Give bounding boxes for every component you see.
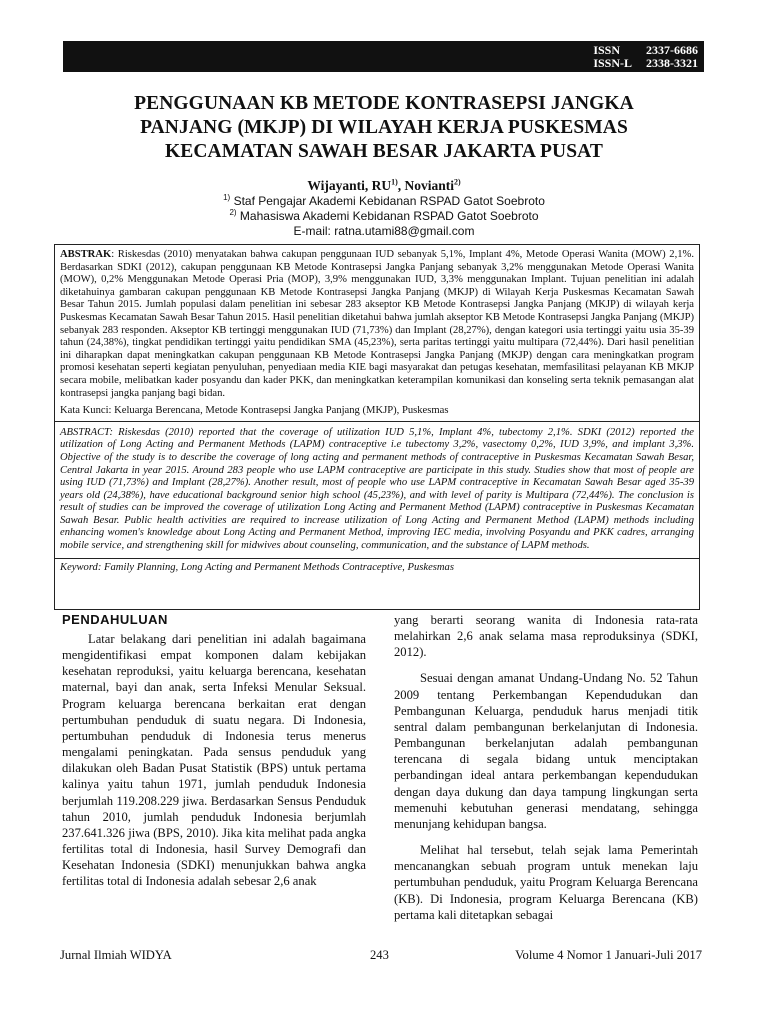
abstract-label: ABSTRAK xyxy=(60,249,112,260)
kata-kunci: Kata Kunci: Keluarga Berencana, Metode Kontrasepsi Jangka Panjang (MKJP), Puskesmas xyxy=(55,405,699,422)
affiliation-1 xyxy=(70,194,698,209)
abstract-box xyxy=(54,244,700,610)
body-column-left xyxy=(62,612,366,890)
abstract-english: ABSTRACT: Riskesdas (2010) reported that the coverage of utilization IUD 5,1%, Implant 4%, tubectomy 2,1%. SDKI (2012) reported the utilization of Long Acting and Permanent Methods (LAPM) contraceptive i.e tubectomy 3,2%, vasectomy 0,2%, IUD 3,9%, and implant 3,3%. Objective of the study is to describe the coverage of long acting and permanent methods of contraceptive in Puskesmas Kecamatan Sawah Besar, Central Jakarta in year 2015. Around 283 people who use LAPM contraceptive are participate in this study. Studies show that most of people are using IUD (71,73%) and Implant (28,27%). Another result, most of people who use LAPM contraceptive in Kecamatan Sawah Besar aged 35-39 years old (24,38%), have educational background senior high school (45,23%), and with level of parity is Multipara (72,44%). The conclusion is result of studies can be improved the coverage of utilization Long Acting and Permanent Method (LAPM) contraceptive in Puskesmas Kecamatan Sawah Besar. Public health activities are required to increase utilization of Long Acting and Permanent Method (LAPM) methods including enhancing women's knowledge about Long Acting and Permanent Method, improving IEC media, involving Posyandu and PKK cadres, arranging mobile service, and strengthening skill for midwives about counseling, communication, and the substance of LAPM methods. xyxy=(60,426,694,552)
aff-1-text: Staf Pengajar Akademi Kebidanan RSPAD Gatot Soebroto xyxy=(233,194,545,208)
issn-header-bar xyxy=(63,41,704,72)
issn-label: ISSN xyxy=(593,43,620,57)
author-separator: , xyxy=(397,178,405,193)
affiliation-2 xyxy=(70,209,698,224)
footer-page-number: 243 xyxy=(370,948,389,962)
author-2: Novianti xyxy=(404,178,455,193)
issnl-label: ISSN-L xyxy=(593,56,632,70)
body-paragraph: Melihat hal tersebut, telah sejak lama Pemerintah mencanangkan sebuah program untuk menekan laju pertumbuhan penduduk, yaitu Program Keluarga Berencana (KB). Di Indonesia, program Keluarga Berencana (KB) pertama kali ditetapkan sebagai xyxy=(394,843,698,922)
aff-2-text: Mahasiswa Akademi Kebidanan RSPAD Gatot Soebroto xyxy=(239,209,539,223)
body-paragraph: yang berarti seorang wanita di Indonesia rata-rata melahirkan 2,6 anak selama masa reproduksinya (SDKI, 2012). xyxy=(394,613,698,660)
issn-value: 2337-6686 xyxy=(646,43,698,57)
issnl-value: 2338-3321 xyxy=(646,56,698,70)
footer-journal: Jurnal Ilmiah WIDYA xyxy=(60,948,172,962)
abstract-indonesian xyxy=(60,249,694,400)
paper-title: PENGGUNAAN KB METODE KONTRASEPSI JANGKA PANJANG (MKJP) DI WILAYAH KERJA PUSKESMAS KECAMATAN SAWAH BESAR JAKARTA PUSAT xyxy=(134,93,634,162)
footer-volume: Volume 4 Nomor 1 Januari-Juli 2017 xyxy=(515,948,702,962)
author-names xyxy=(70,177,698,194)
aff-2-sup: 2) xyxy=(229,208,237,217)
author-2-sup: 2) xyxy=(454,177,461,187)
author-block xyxy=(70,177,698,239)
author-1-sup: 1) xyxy=(391,177,398,187)
section-title: PENDAHULUAN xyxy=(62,612,168,627)
aff-1-sup: 1) xyxy=(223,193,231,202)
author-email: E-mail: ratna.utami88@gmail.com xyxy=(293,224,475,238)
body-column-right xyxy=(394,612,698,923)
keywords: Keyword: Family Planning, Long Acting and Permanent Methods Contraceptive, Puskesmas xyxy=(55,558,699,575)
body-paragraph: Sesuai dengan amanat Undang-Undang No. 52 Tahun 2009 tentang Perkembangan Kependudukan dan Pembangunan Keluarga, penduduk harus menjadi titik sentral dalam pembangunan berkelanjutan di Indonesia. Pembangunan berkelanjutan adalah pembangunan terencana di segala bidang untuk menciptakan perbandingan ideal antara perkembangan kependudukan dengan daya dukung dan daya tampung lingkungan serta memenuhi kebutuhan generasi mendatang, sehingga menunjang kehidupan bangsa. xyxy=(394,671,698,831)
body-paragraph: Latar belakang dari penelitian ini adalah bagaimana mengidentifikasi empat komponen dalam kebijakan kesehatan reproduksi, yaitu keluarga berencana, kesehatan maternal, bayi dan anak, serta Infeksi Menular Seksual. Program keluarga berencana berkaitan erat dengan pertumbuhan penduduk di suatu negara. Di Indonesia, pertumbuhan penduduk di Indonesia terus menerus mengalami peningkatan. Pada sensus penduduk yang dilakukan oleh Badan Pusat Statistik (BPS) untuk pertama kalinya yaitu tahun 1971, jumlah penduduk Indonesia berjumlah 119.208.229 jiwa. Berdasarkan Sensus Penduduk tahun 2010, jumlah penduduk Indonesia berjumlah 237.641.326 jiwa (BPS, 2010). Jika kita melihat pada angka fertilitas total di Indonesia, hasil Survey Demografi dan Kesehatan Indonesia (SDKI) menunjukkan bahwa angka fertilitas total di Indonesia adalah sebesar 2,6 anak xyxy=(62,632,366,889)
author-1: Wijayanti, RU xyxy=(307,178,392,193)
abstract-id-text: : Riskesdas (2010) menyatakan bahwa cakupan penggunaan IUD sebanyak 5,1%, Implant 4%, Metode Operasi Wanita (MOW) 2,1%. Berdasarkan SDKI (2012), cakupan penggunaan KB Metode Kontrasepsi Jangka Panjang sebanyak 3,2% menggunakan Metode Operasi Wanita (MOW), 0,2% Menggunakan Metode Operasi Pria (MOP), 3,9% menggunakan IUD, 3,3% menggunakan Implant. Tujuan penelitian ini adalah diketahuinya gambaran cakupan penggunaan KB Metode Kontrasepsi Jangka Panjang (MKJP) di Wilayah Kerja Puskesmas Kecamatan Sawah Besar Tahun 2015. Jumlah populasi dalam penelitian ini sebesar 283 akseptor KB Metode Kontrasepsi Jangka Panjang (MKJP) di wilayah kerja Puskesmas Kecamatan Sawah Besar Tahun 2015. Hasil penelitian diketahui bahwa jumlah akseptor KB Metode Kontrasepsi Jangka Panjang (MKJP) sebanyak 283 responden. Akseptor KB tertinggi menggunakan IUD (71,73%) dan Implant (28,27%), dengan kategori usia tertinggi yaitu usia 35-39 tahun (24,38%), tingkat pendidikan tertinggi yaitu pendidikan SMA (45,23%), serta paritas tertinggi yaitu multipara (72,44%). Dari hasil penelitian ini diharapkan dapat meningkatkan cakupan penggunaan KB Metode Kontrasepsi Jangka Panjang (MKJP) dengan cara meningkatkan program promosi kesehatan seperti kegiatan penyuluhan, penyediaan media KIE bagi masyarakat dan petugas kesehatan, memfasilitasi pelayanan KB MKJP secara mobile, melibatkan kader posyandu dan kader PKK, dan meningkatkan keterampilan komunikasi dan konseling serta teknik pemasangan alat kontrasepsi jangka panjang bagi bidan. xyxy=(60,249,694,399)
issn-block xyxy=(593,44,698,70)
